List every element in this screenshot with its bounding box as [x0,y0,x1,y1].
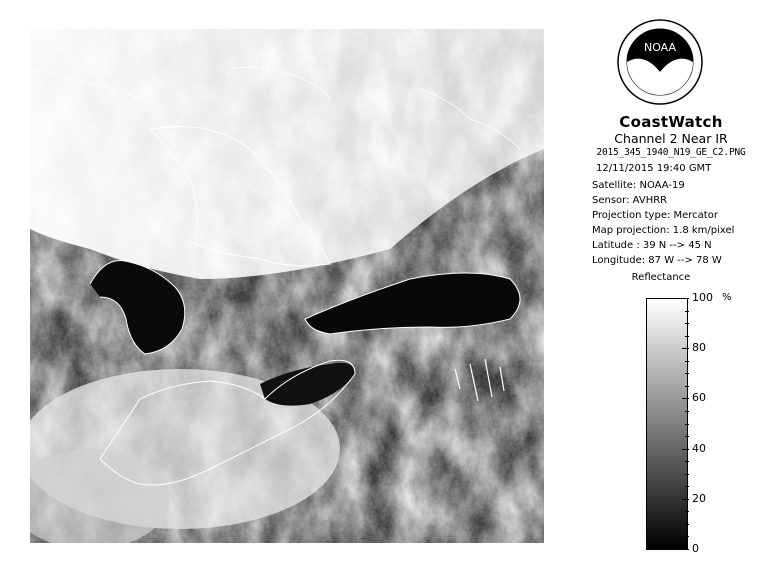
colorbar-tick-label: 0 [692,542,699,555]
logo-text: NOAA [643,41,677,54]
colorbar-tick-label: 100 [692,291,713,304]
colorbar-minor-tick [685,424,689,425]
colorbar-tick-mark [682,398,689,399]
colorbar-minor-tick [685,511,689,512]
satellite-image [30,29,544,543]
colorbar-tick-label: 40 [692,441,706,455]
colorbar-tick-label: 60 [692,391,706,405]
sensor-label: Sensor: AVHRR [592,195,668,206]
colorbar-minor-tick [685,361,689,362]
colorbar-tick-label: 80 [692,341,706,355]
colorbar-tick-mark [682,449,689,450]
map-projection-label: Map projection: 1.8 km/pixel [592,225,735,236]
colorbar-label: Reflectance [631,272,691,283]
colorbar-minor-tick [685,474,689,475]
colorbar-tick-mark [682,298,689,299]
colorbar-tick-mark [682,549,689,550]
colorbar [646,298,688,550]
satellite-label: Satellite: NOAA-19 [592,180,685,191]
colorbar-minor-tick [685,323,689,324]
colorbar-minor-tick [685,411,689,412]
colorbar-minor-tick [685,524,689,525]
image-filename: 2015_345_1940_N19_GE_C2.PNG [596,147,746,158]
colorbar-minor-tick [685,311,689,312]
product-title: CoastWatch [619,113,723,131]
colorbar-tick-mark [682,348,689,349]
channel-subtitle: Channel 2 Near IR [614,131,728,146]
colorbar-minor-tick [685,461,689,462]
colorbar-minor-tick [685,436,689,437]
latitude-label: Latitude : 39 N --> 45 N [592,240,712,251]
colorbar-minor-tick [685,486,689,487]
colorbar-minor-tick [685,373,689,374]
colorbar-unit: % [722,292,732,303]
colorbar-tick-label: 20 [692,491,706,505]
colorbar-minor-tick [685,536,689,537]
longitude-label: Longitude: 87 W --> 78 W [592,255,722,266]
colorbar-minor-tick [685,336,689,337]
datetime-label: 12/11/2015 19:40 GMT [596,163,712,174]
projection-type-label: Projection type: Mercator [592,210,718,221]
noaa-logo [616,16,704,108]
colorbar-minor-tick [685,386,689,387]
colorbar-tick-mark [682,499,689,500]
